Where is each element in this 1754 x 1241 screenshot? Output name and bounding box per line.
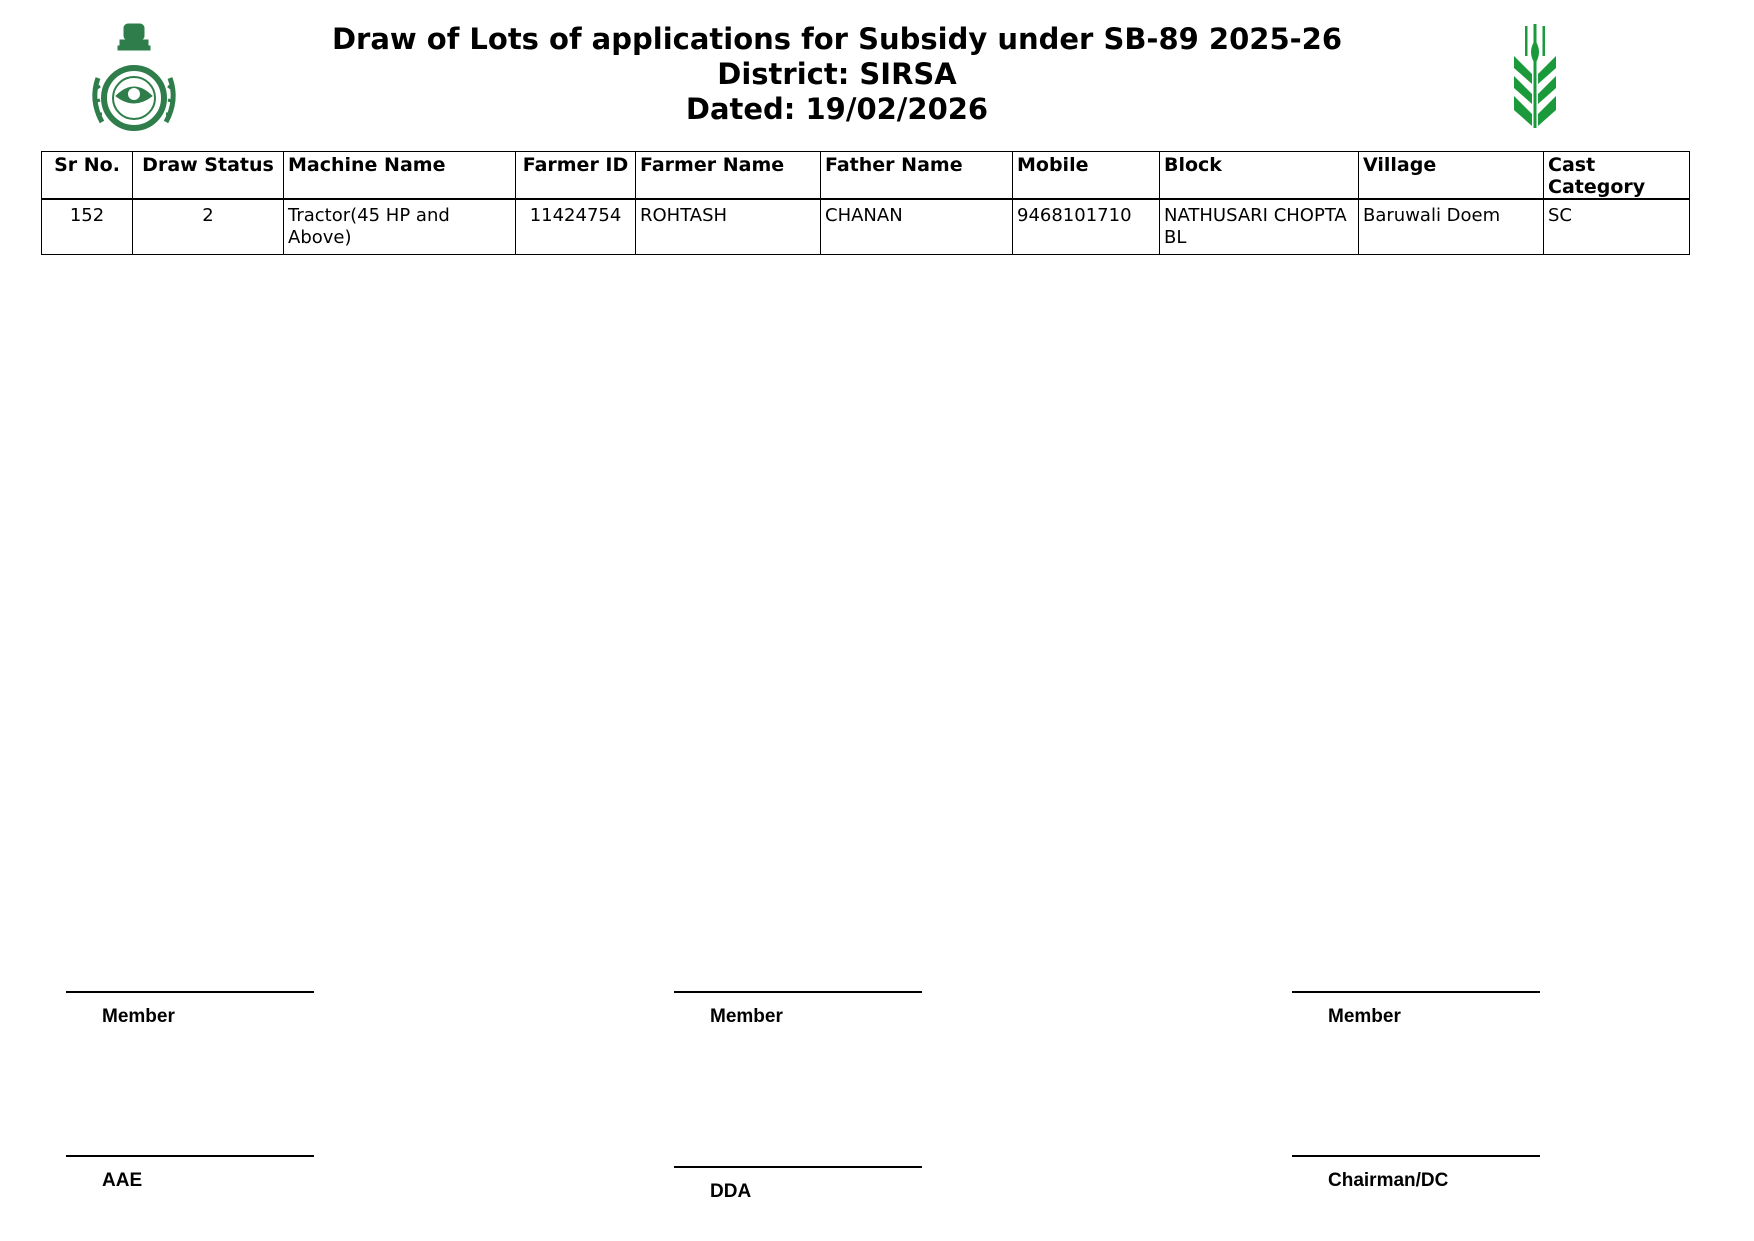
cell-machine-name: Tractor(45 HP and Above): [284, 199, 516, 255]
col-village: Village: [1359, 152, 1544, 200]
cell-farmer-id: 11424754: [516, 199, 636, 255]
signature-line: [66, 1155, 314, 1157]
signature-line: [674, 991, 922, 993]
signature-chairman: [1292, 1155, 1540, 1192]
table-header-row: [42, 152, 1690, 200]
signature-label: Member: [710, 1006, 783, 1027]
signature-line: [1292, 991, 1540, 993]
col-cast-category: Cast Category: [1544, 152, 1690, 200]
signature-label: AAE: [102, 1170, 143, 1191]
cell-sr-no: 152: [42, 199, 133, 255]
table-row: [42, 199, 1690, 255]
signature-line: [674, 1166, 922, 1168]
signature-line: [66, 991, 314, 993]
signature-label: Member: [102, 1006, 175, 1027]
col-farmer-name: Farmer Name: [636, 152, 821, 200]
cell-mobile: 9468101710: [1013, 199, 1160, 255]
haryana-govt-emblem-icon: [86, 18, 182, 136]
cell-father-name: CHANAN: [821, 199, 1013, 255]
signature-dda: [674, 1166, 922, 1203]
col-machine-name: Machine Name: [284, 152, 516, 200]
signature-member-1: [66, 991, 314, 1028]
signature-aae: [66, 1155, 314, 1192]
col-draw-status: Draw Status: [133, 152, 284, 200]
signature-line: [1292, 1155, 1540, 1157]
wheat-logo-icon: [1510, 22, 1560, 132]
cell-village: Baruwali Doem: [1359, 199, 1544, 255]
cell-cast-category: SC: [1544, 199, 1690, 255]
cell-draw-status: 2: [133, 199, 284, 255]
draw-results-table: [41, 151, 1690, 255]
document-title: Draw of Lots of applications for Subsidy under SB-89 2025-26: [331, 22, 1343, 56]
signature-member-3: [1292, 991, 1540, 1028]
signature-label: DDA: [710, 1181, 752, 1202]
cell-farmer-name: ROHTASH: [636, 199, 821, 255]
col-farmer-id: Farmer ID: [516, 152, 636, 200]
col-block: Block: [1160, 152, 1359, 200]
signature-member-2: [674, 991, 922, 1028]
district-line: District: SIRSA: [717, 57, 957, 91]
col-sr-no: Sr No.: [42, 152, 133, 200]
col-father-name: Father Name: [821, 152, 1013, 200]
signature-label: Chairman/DC: [1328, 1170, 1449, 1191]
document-header: [0, 22, 1754, 127]
col-mobile: Mobile: [1013, 152, 1160, 200]
dated-line: Dated: 19/02/2026: [685, 92, 989, 126]
signature-label: Member: [1328, 1006, 1401, 1027]
cell-block: NATHUSARI CHOPTA BL: [1160, 199, 1359, 255]
